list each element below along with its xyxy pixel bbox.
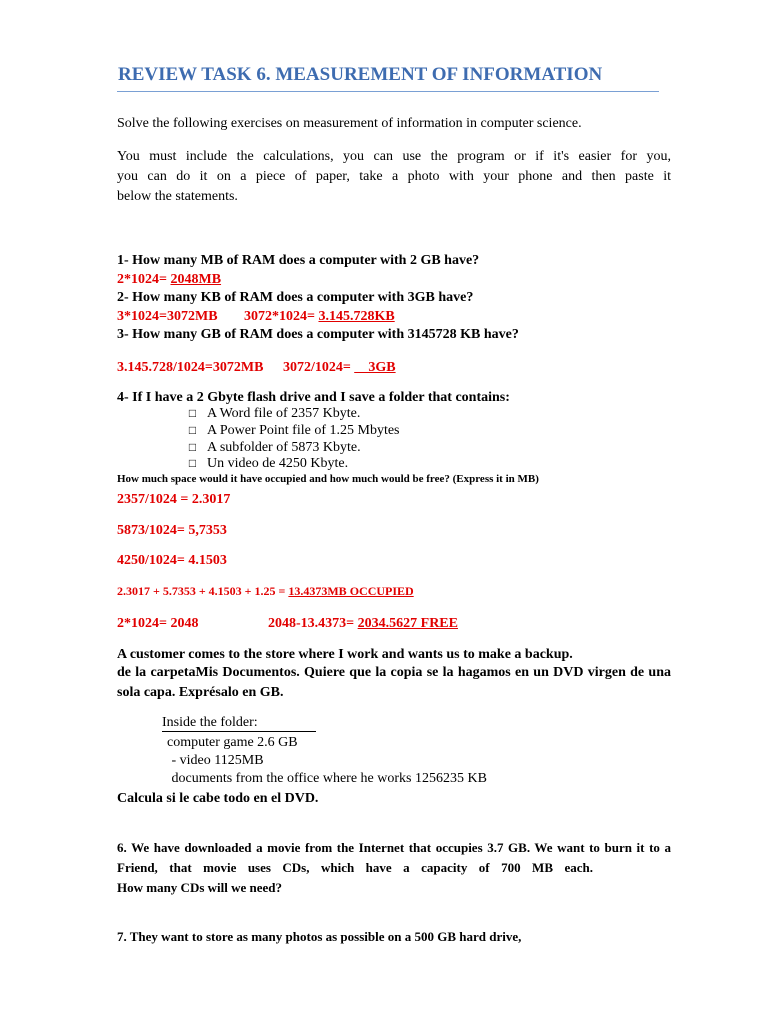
document-title: REVIEW TASK 6. MEASUREMENT OF INFORMATION (118, 64, 603, 85)
folder-label: Inside the folder: (162, 715, 316, 732)
question-6-line: 6. We have downloaded a movie from the Internet that occupies 3.7 GB. We want to burn it to a (117, 840, 671, 855)
bullet-item (188, 456, 348, 472)
question-2: 2- How many KB of RAM does a computer with 3GB have? (117, 290, 474, 305)
question-5-line: sola capa. Exprésalo en GB. (117, 685, 284, 700)
question-5-closing: Calcula si le cabe todo en el DVD. (117, 791, 319, 806)
answer-1 (117, 272, 221, 288)
bullet-item (188, 423, 400, 439)
question-5-line: de la carpetaMis Documentos. Quiere que la copia se la hagamos en un DVD virgen de una (117, 665, 671, 680)
checkbox-bullet-icon: □ (188, 406, 197, 420)
bullet-item-label: A Word file of 2357 Kbyte. (207, 406, 361, 421)
folder-item: documents from the office where he works 1256235 KB (168, 771, 487, 786)
checkbox-bullet-icon: □ (188, 456, 197, 470)
answer-1-result: 2048MB (170, 272, 222, 287)
answer-3-result: __3GB (354, 360, 396, 375)
answer-4-free (268, 616, 458, 632)
answer-2 (244, 309, 395, 325)
answer-4-calc1: 2357/1024 = 2.3017 (117, 492, 231, 507)
question-4: 4- If I have a 2 Gbyte flash drive and I save a folder that contains: (117, 390, 510, 405)
answer-3 (283, 360, 396, 376)
bullet-item (188, 406, 360, 422)
title-underline (117, 91, 659, 92)
question-7: 7. They want to store as many photos as possible on a 500 GB hard drive, (117, 929, 522, 944)
answer-1-calc: 2*1024= (117, 272, 171, 287)
intro-paragraph-line: you can do it on a piece of paper, take a photo with your phone and then paste it (117, 169, 671, 184)
question-3: 3- How many GB of RAM does a computer with 3145728 KB have? (117, 327, 519, 342)
question-5-paragraph (117, 663, 671, 703)
answer-4-sum (117, 584, 414, 599)
answer-4-free-calc2: 2048-13.4373= (268, 616, 358, 631)
answer-4-calc3: 4250/1024= 4.1503 (117, 553, 227, 568)
intro-paragraph-line: You must include the calculations, you can use the program or if it's easier for you, (117, 149, 671, 164)
answer-4-calc2: 5873/1024= 5,7353 (117, 523, 227, 538)
question-6-line: Friend, that movie uses CDs, which have a capacity of 700 MB each. (117, 860, 593, 875)
answer-2-result: 3.145.728KB (318, 309, 395, 324)
intro-paragraph-line: below the statements. (117, 189, 238, 204)
folder-item: - video 1125MB (168, 753, 264, 768)
question-1: 1- How many MB of RAM does a computer with 2 GB have? (117, 253, 480, 268)
answer-4-sum-result: 13.4373MB OCCUPIED (288, 584, 414, 598)
answer-2-calc1: 3*1024=3072MB (117, 309, 218, 324)
folder-item: computer game 2.6 GB (167, 735, 298, 750)
question-6-line: How many CDs will we need? (117, 880, 283, 895)
answer-4-free-calc1: 2*1024= 2048 (117, 616, 199, 631)
checkbox-bullet-icon: □ (188, 440, 197, 454)
bullet-item-label: A Power Point file of 1.25 Mbytes (207, 423, 400, 438)
bullet-item-label: Un video de 4250 Kbyte. (207, 456, 349, 471)
answer-2-calc2: 3072*1024= (244, 309, 319, 324)
answer-4-sum-prefix: 2.3017 + 5.7353 + 4.1503 + 1.25 = (117, 584, 289, 598)
question-4-subquestion: How much space would it have occupied and how much would be free? (Express it in MB) (117, 473, 539, 485)
question-6-paragraph (117, 838, 671, 898)
bullet-item-label: A subfolder of 5873 Kbyte. (207, 440, 361, 455)
answer-4-free-result: 2034.5627 FREE (357, 616, 458, 631)
bullet-item (188, 440, 361, 456)
intro-line: Solve the following exercises on measurement of information in computer science. (117, 116, 582, 131)
answer-3-calc1: 3.145.728/1024=3072MB (117, 360, 264, 375)
intro-paragraph (117, 147, 671, 207)
question-5-line: A customer comes to the store where I work and wants us to make a backup. (117, 647, 573, 662)
answer-3-calc2: 3072/1024= (283, 360, 355, 375)
checkbox-bullet-icon: □ (188, 423, 197, 437)
